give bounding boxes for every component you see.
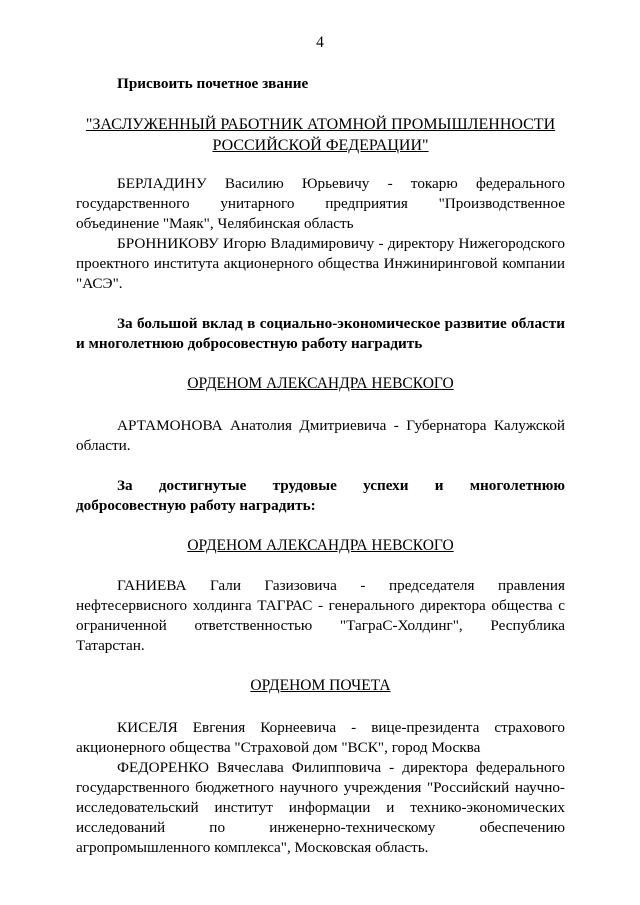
recipient-paragraph: АРТАМОНОВА Анатолия Дмитриевича - Губернатора Калужской области. [76, 417, 565, 454]
page-number: 4 [316, 34, 324, 51]
recipient-paragraph: ГАНИЕВА Гали Газизовича - председателя правления нефтесервисного холдинга ТАГРАС - генерального директора общества с ограниченной ответственностью "ТаграС-Холдинг", Республика Татарстан. [76, 577, 565, 654]
award-heading: ОРДЕНОМ АЛЕКСАНДРА НЕВСКОГО [187, 537, 454, 554]
recipient-paragraph: БРОННИКОВУ Игорю Владимировичу - директору Нижегородского проектного института акционерного общества Инжиниринговой компании "АСЭ". [76, 235, 565, 292]
recipient-paragraph: КИСЕЛЯ Евгения Корнеевича - вице-президента страхового акционерного общества "Страховой дом "ВСК", город Москва [76, 719, 565, 756]
section-intro: За большой вклад в социально-экономическое развитие области и многолетнюю добросовестную работу наградить [76, 315, 565, 352]
award-heading: ОРДЕНОМ ПОЧЕТА [250, 677, 391, 694]
document-body [76, 74, 565, 858]
recipient-paragraph: ФЕДОРЕНКО Вячеслава Филипповича - директора федерального государственного бюджетного научного учреждения "Российский научно-исследовательский институт информации и технико-экономических исследований по инженерно-техническому обеспечению агропромышленного комплекса", Московская область. [76, 759, 565, 856]
award-heading: ОРДЕНОМ АЛЕКСАНДРА НЕВСКОГО [187, 375, 454, 392]
section-intro: За достигнутые трудовые успехи и многолетнюю добросовестную работу наградить: [76, 477, 565, 514]
honorary-title-line-1: "ЗАСЛУЖЕННЫЙ РАБОТНИК АТОМНОЙ ПРОМЫШЛЕННОСТИ [85, 116, 556, 133]
honorary-title-line-2: РОССИЙСКОЙ ФЕДЕРАЦИИ" [212, 137, 429, 154]
section-intro: Присвоить почетное звание [117, 75, 309, 92]
honorary-title [76, 114, 565, 156]
recipient-paragraph: БЕРЛАДИНУ Василию Юрьевичу - токарю федерального государственного унитарного предприятия "Производственное объединение "Маяк", Челябинская область [76, 175, 565, 232]
